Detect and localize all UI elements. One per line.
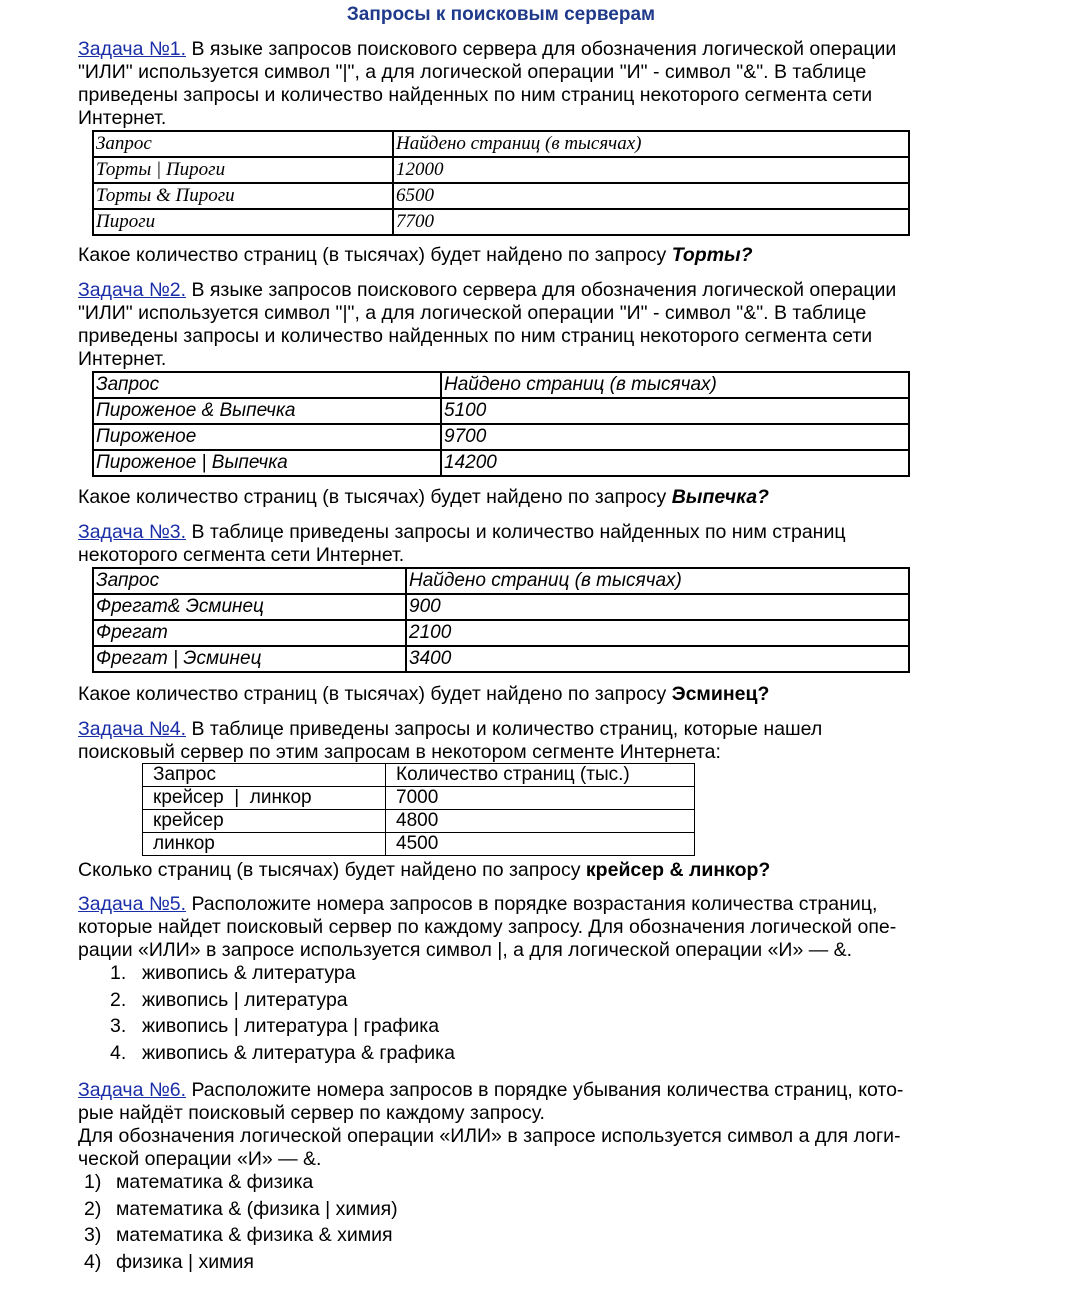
task-3-text	[78, 521, 938, 567]
table-cell-count: 12000	[393, 157, 909, 183]
task-5-line: которые найдет поисковый сервер по каждому запросу. Для обозначения логической опе-	[78, 916, 897, 938]
table-cell-count: 4800	[386, 810, 695, 833]
table-cell-query: линкор	[143, 833, 386, 856]
list-item	[84, 1222, 398, 1249]
task-6-link[interactable]: Задача №6.	[78, 1079, 187, 1101]
task-3-link[interactable]: Задача №3.	[78, 521, 187, 543]
list-item-number: 3)	[84, 1224, 102, 1246]
task-1-table	[92, 130, 910, 236]
table-cell-query: крейсер	[143, 810, 386, 833]
table-row	[93, 646, 909, 672]
table-cell-count: 14200	[441, 450, 909, 476]
table-cell-count: 900	[406, 594, 909, 620]
list-item-text: живопись | литература	[142, 988, 348, 1011]
table-cell-count: 6500	[393, 183, 909, 209]
list-item-text: живопись & литература	[142, 962, 356, 984]
table-header-row	[143, 764, 695, 787]
table-cell-query: Фрегат | Эсминец	[93, 646, 406, 672]
task-1-line: В языке запросов поискового сервера для обозначения логической операции	[186, 38, 897, 60]
table-header-cell: Найдено страниц (в тысячах)	[393, 131, 909, 157]
table-header-cell: Запрос	[93, 372, 441, 398]
table-header-row	[93, 131, 909, 157]
question-term: крейсер & линкор?	[585, 859, 771, 881]
question-term: Торты?	[671, 244, 753, 266]
task-1-question	[78, 244, 753, 267]
task-6-line: ческой операции «И» — &.	[78, 1148, 322, 1170]
table-cell-query: Пироженое & Выпечка	[93, 398, 441, 424]
task-6-line: Для обозначения логической операции «ИЛИ» в запросе используется символ а для логи-	[78, 1125, 901, 1147]
table-row	[93, 398, 909, 424]
task-2-text	[78, 279, 938, 371]
question-term: Эсминец?	[671, 683, 770, 705]
table-row	[93, 209, 909, 235]
table-row	[143, 787, 695, 810]
table-cell-query: Торты & Пироги	[93, 183, 393, 209]
task-4-link[interactable]: Задача №4.	[78, 718, 187, 740]
task-4-question	[78, 859, 770, 882]
table-row	[143, 833, 695, 856]
table-cell-count: 2100	[406, 620, 909, 646]
task-6-line: Расположите номера запросов в порядке убывания количества страниц, кото-	[186, 1079, 904, 1101]
table-row	[93, 183, 909, 209]
list-item-number: 4)	[84, 1250, 102, 1273]
list-item-text: математика & физика	[116, 1171, 314, 1193]
list-item	[84, 1196, 398, 1223]
list-item-number: 2)	[84, 1197, 102, 1220]
table-row	[93, 157, 909, 183]
table-cell-count: 4500	[386, 833, 695, 856]
table-cell-query: крейсер | линкор	[143, 787, 386, 810]
list-item	[110, 1013, 455, 1040]
task-4-line: поисковый сервер по этим запросам в некотором сегменте Интернета:	[78, 741, 721, 763]
task-6-list	[84, 1169, 398, 1275]
task-3-question	[78, 683, 769, 706]
table-row	[93, 620, 909, 646]
task-3-table	[92, 567, 910, 673]
task-3-line: В таблице приведены запросы и количество найденных по ним страниц	[186, 521, 846, 543]
task-4-table	[142, 763, 695, 856]
table-row	[93, 450, 909, 476]
table-cell-query: Пироженое	[93, 424, 441, 450]
list-item-text: живопись & литература & графика	[142, 1041, 455, 1064]
table-header-row	[93, 568, 909, 594]
table-header-cell: Найдено страниц (в тысячах)	[406, 568, 909, 594]
task-4-line: В таблице приведены запросы и количество страниц, которые нашел	[186, 718, 823, 740]
table-cell-count: 7000	[386, 787, 695, 810]
list-item-number: 4.	[110, 1041, 127, 1064]
table-header-cell: Найдено страниц (в тысячах)	[441, 372, 909, 398]
question-term: Выпечка?	[671, 486, 769, 508]
table-row	[93, 594, 909, 620]
table-cell-query: Пироженое | Выпечка	[93, 450, 441, 476]
table-cell-count: 9700	[441, 424, 909, 450]
task-5-line: Расположите номера запросов в порядке возрастания количества страниц,	[186, 893, 878, 915]
table-header-cell: Количество страниц (тыс.)	[386, 764, 695, 787]
task-2-table	[92, 371, 910, 477]
table-header-cell: Запрос	[93, 568, 406, 594]
list-item	[84, 1249, 398, 1276]
task-2-question	[78, 486, 769, 509]
table-row	[143, 810, 695, 833]
table-row	[93, 424, 909, 450]
table-cell-count: 7700	[393, 209, 909, 235]
task-1-line: "ИЛИ" используется символ "|", а для логической операции "И" - символ "&". В таблице	[78, 61, 867, 83]
table-cell-query: Фрегат	[93, 620, 406, 646]
list-item-number: 1.	[110, 962, 127, 984]
table-header-row	[93, 372, 909, 398]
task-2-link[interactable]: Задача №2.	[78, 279, 187, 301]
task-4-text	[78, 718, 938, 764]
table-cell-count: 3400	[406, 646, 909, 672]
list-item-text: живопись | литература | графика	[142, 1015, 440, 1037]
task-5-link[interactable]: Задача №5.	[78, 893, 187, 915]
question-text: Сколько страниц (в тысячах) будет найдено по запросу	[78, 859, 586, 881]
list-item-text: математика & (физика | химия)	[116, 1197, 398, 1220]
task-1-text	[78, 38, 938, 130]
task-2-line: В языке запросов поискового сервера для обозначения логической операции	[186, 279, 897, 301]
table-cell-query: Торты | Пироги	[93, 157, 393, 183]
list-item-number: 2.	[110, 988, 127, 1011]
task-1-line: приведены запросы и количество найденных по ним страниц некоторого сегмента сети	[78, 84, 873, 106]
task-1-link[interactable]: Задача №1.	[78, 38, 187, 60]
page-title: Запросы к поисковым серверам	[346, 4, 656, 25]
task-2-line: Интернет.	[78, 348, 167, 370]
task-3-line: некоторого сегмента сети Интернет.	[78, 544, 405, 566]
question-text: Какое количество страниц (в тысячах) будет найдено по запросу	[78, 486, 672, 508]
table-cell-query: Пироги	[93, 209, 393, 235]
task-5-text	[78, 893, 938, 962]
table-header-cell: Запрос	[93, 131, 393, 157]
list-item-number: 3.	[110, 1015, 127, 1037]
task-2-line: "ИЛИ" используется символ "|", а для логической операции "И" - символ "&". В таблице	[78, 302, 867, 324]
table-cell-query: Фрегат& Эсминец	[93, 594, 406, 620]
question-text: Какое количество страниц (в тысячах) будет найдено по запросу	[78, 683, 672, 705]
task-6-line: рые найдёт поисковый сервер по каждому запросу.	[78, 1102, 545, 1124]
task-5-line: рации «ИЛИ» в запросе используется символ |, а для логической операции «И» — &.	[78, 939, 853, 961]
list-item-number: 1)	[84, 1171, 102, 1193]
list-item	[84, 1169, 398, 1196]
table-cell-count: 5100	[441, 398, 909, 424]
list-item-text: математика & физика & химия	[116, 1224, 393, 1246]
task-2-line: приведены запросы и количество найденных по ним страниц некоторого сегмента сети	[78, 325, 873, 347]
list-item	[110, 960, 455, 987]
task-1-line: Интернет.	[78, 107, 167, 129]
table-header-cell: Запрос	[143, 764, 386, 787]
list-item	[110, 987, 455, 1014]
question-text: Какое количество страниц (в тысячах) будет найдено по запросу	[78, 244, 672, 266]
task-5-list	[110, 960, 455, 1066]
list-item-text: физика | химия	[116, 1250, 254, 1273]
list-item	[110, 1040, 455, 1067]
task-6-text	[78, 1079, 938, 1171]
